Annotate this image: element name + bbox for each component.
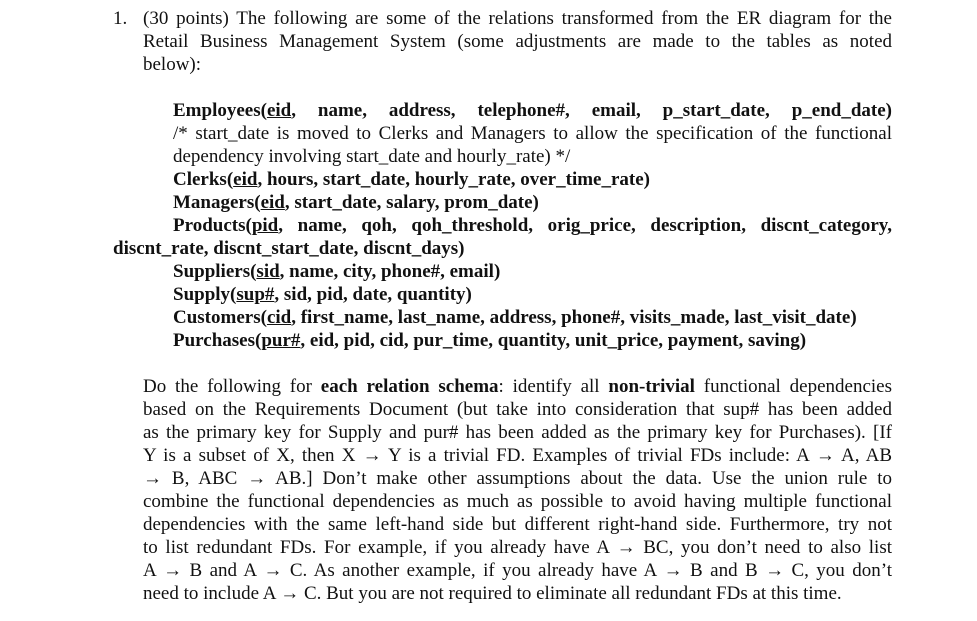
primary-key: eid	[266, 100, 292, 121]
instructions-line-10: need to include A → C. But you are not required to eliminate all redundant FDs at this time.	[143, 583, 842, 604]
relation-supply	[173, 283, 472, 306]
relation-products-continuation: discnt_rate, discnt_start_date, discnt_days)	[113, 238, 465, 259]
instructions-line-2: based on the Requirements Document (but take into consideration that sup# has been added	[143, 399, 892, 420]
primary-key: cid	[266, 307, 292, 328]
relation-name: Purchases(	[173, 330, 262, 351]
relation-attributes: , name, qoh, qoh_threshold, orig_price, description, discnt_category,	[278, 215, 892, 236]
relation-customers	[173, 306, 857, 329]
relation-name: Products(	[173, 215, 252, 236]
relation-products	[173, 214, 892, 237]
instructions-text: : identify all	[498, 376, 609, 397]
instructions-line-6: combine the functional dependencies as much as possible to avoid having multiple functional	[143, 491, 892, 512]
instructions-line-5: → B, ABC → AB.] Don’t make other assumptions about the data. Use the union rule to	[143, 468, 892, 489]
relation-name: Employees(	[173, 100, 267, 121]
instructions-line-8: to list redundant FDs. For example, if you already have A → BC, you don’t need to also list	[143, 537, 892, 558]
instructions-emphasis: each relation schema	[320, 376, 499, 397]
relation-suppliers	[173, 260, 500, 283]
relation-attributes: , eid, pid, cid, pur_time, quantity, unit_price, payment, saving)	[300, 330, 807, 351]
instructions-line-7: dependencies with the same left-hand side but different right-hand side. Furthermore, try not	[143, 514, 892, 535]
question-intro-line-2: Retail Business Management System (some adjustments are made to the tables as noted	[143, 31, 892, 52]
instructions-emphasis: non-trivial	[608, 376, 695, 397]
relation-attributes: , sid, pid, date, quantity)	[274, 284, 472, 305]
primary-key: eid	[233, 169, 258, 190]
instructions-line-9: A → B and A → C. As another example, if you already have A → B and B → C, you don’t	[143, 560, 892, 581]
instructions-line-1	[143, 375, 892, 398]
relation-managers	[173, 191, 539, 214]
relation-attributes: , name, city, phone#, email)	[279, 261, 501, 282]
relation-attributes: , hours, start_date, hourly_rate, over_time_rate)	[257, 169, 650, 190]
instructions-text: Do the following for	[143, 376, 321, 397]
question-number: 1.	[113, 8, 128, 29]
relation-attributes: , start_date, salary, prom_date)	[284, 192, 539, 213]
relation-purchases	[173, 329, 806, 352]
relation-comment-line-1: /* start_date is moved to Clerks and Managers to allow the specification of the functional	[173, 123, 892, 144]
instructions-text: functional dependencies	[694, 376, 892, 397]
instructions-line-3: as the primary key for Supply and pur# has been added as the primary key for Purchases). [If	[143, 422, 892, 443]
relation-name: Customers(	[173, 307, 267, 328]
relation-comment-line-2: dependency involving start_date and hourly_rate) */	[173, 146, 571, 167]
primary-key: sup#	[236, 284, 275, 305]
question-intro-line-3: below):	[143, 54, 202, 75]
question-intro-line-1: (30 points) The following are some of the relations transformed from the ER diagram for the	[143, 8, 892, 29]
relation-name: Clerks(	[173, 169, 234, 190]
relation-attributes: , name, address, telephone#, email, p_start_date, p_end_date)	[291, 100, 892, 121]
relation-name: Suppliers(	[173, 261, 257, 282]
relation-employees	[173, 99, 892, 122]
primary-key: pur#	[261, 330, 301, 351]
primary-key: sid	[256, 261, 280, 282]
instructions-line-4: Y is a subset of X, then X → Y is a trivial FD. Examples of trivial FDs include: A → A, AB	[143, 445, 892, 466]
relation-attributes: , first_name, last_name, address, phone#, visits_made, last_visit_date)	[291, 307, 857, 328]
relation-clerks	[173, 168, 650, 191]
relation-name: Supply(	[173, 284, 237, 305]
primary-key: eid	[260, 192, 285, 213]
primary-key: pid	[251, 215, 279, 236]
relation-name: Managers(	[173, 192, 261, 213]
